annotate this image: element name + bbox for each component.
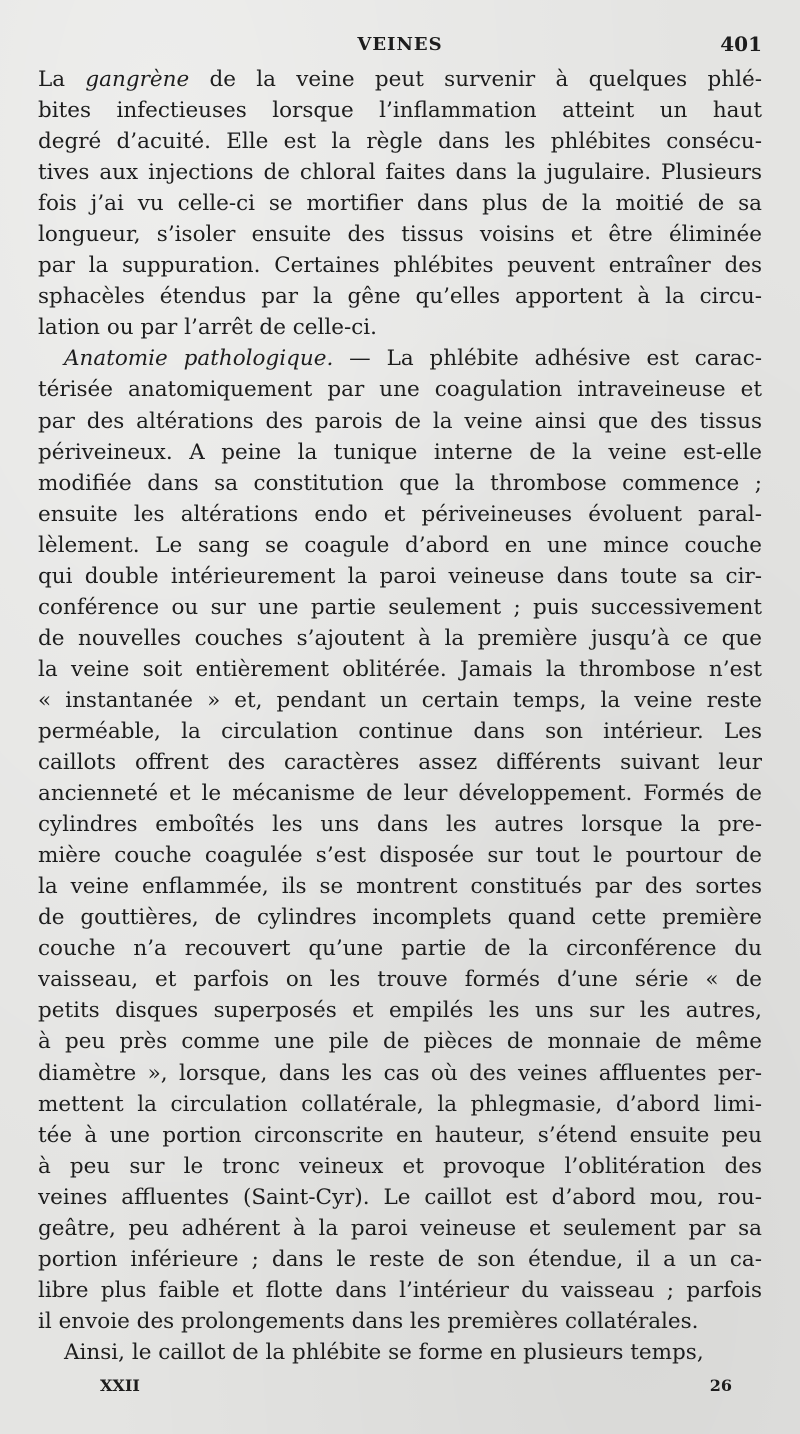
text-line [38,1026,762,1057]
text-run: perméable, la circulation continue dans son intérieur. Les [38,718,762,744]
text-run: couche n’a recouvert qu’une partie de la circonférence du [38,936,762,962]
text-line [38,1058,762,1089]
text-run: qui double intérieurement la paroi veineuse dans toute sa cir- [38,563,762,589]
text-run: il envoie des prolongements dans les premières collatérales. [38,1308,699,1334]
text-line [38,1151,762,1182]
text-line [38,1244,762,1275]
text-run: lèlement. Le sang se coagule d’abord en une mince couche [38,532,762,558]
text-run: par la suppuration. Certaines phlébites peuvent entraîner des [38,253,762,279]
text-run: longueur, s’isoler ensuite des tissus voisins et être éliminée [38,222,762,248]
text-run: conférence ou sur une partie seulement ; puis successivement [38,594,762,620]
text-line [38,778,762,809]
text-line [38,188,762,219]
text-line [38,64,762,95]
text-run: cylindres emboîtés les uns dans les autres lorsque la pre- [38,812,762,838]
text-run: ancienneté et le mécanisme de leur développement. Formés de [38,781,762,807]
page-number: 401 [720,32,762,56]
text-line [38,1275,762,1306]
text-run: la veine soit entièrement oblitérée. Jamais la thrombose n’est [38,656,762,682]
text-run: périveineux. A peine la tunique interne de la veine est-elle [38,439,762,465]
text-run: diamètre », lorsque, dans les cas où des veines affluentes per- [38,1060,762,1086]
text-line [38,1089,762,1120]
paragraph [38,64,762,343]
text-run: la veine enflammée, ils se montrent constitués par des sortes [38,874,762,900]
text-run: tives aux injections de chloral faites dans la jugulaire. Plusieurs [38,160,762,186]
text-run: petits disques superposés et empilés les uns sur les autres, [38,998,762,1024]
body-text [38,64,762,1368]
paragraph [38,1337,762,1368]
text-run: de nouvelles couches s’ajoutent à la première jusqu’à ce que [38,625,762,651]
text-run: Ainsi, le caillot de la phlébite se forme en plusieurs temps, [64,1339,704,1365]
text-run: veines affluentes (Saint-Cyr). Le caillot est d’abord mou, rou- [38,1184,762,1210]
text-run: sphacèles étendus par la gêne qu’elles apportent à la circu- [38,284,762,310]
text-run: à peu près comme une pile de pièces de monnaie de même [38,1029,762,1055]
page-footer [38,1376,762,1400]
text-run: bites infectieuses lorsque l’inflammation atteint un haut [38,98,762,124]
text-run: degré d’acuité. Elle est la règle dans les phlébites consécu- [38,129,762,155]
text-line [38,716,762,747]
text-run: térisée anatomiquement par une coagulation intraveineuse et [38,377,762,403]
text-line [38,250,762,281]
text-run: geâtre, peu adhérent à la paroi veineuse et seulement par sa [38,1215,762,1241]
text-run: de gouttières, de cylindres incomplets quand cette première [38,905,762,931]
text-line [38,592,762,623]
text-line [38,871,762,902]
text-line [38,933,762,964]
text-run: à peu sur le tronc veineux et provoque l’oblitération des [38,1153,762,1179]
text-line [38,126,762,157]
text-line [38,499,762,530]
text-line [38,312,762,343]
italic-text: gangrène [85,67,190,92]
text-run: La [38,67,86,92]
text-run: portion inférieure ; dans le reste de son étendue, il a un ca- [38,1246,762,1272]
text-run: fois j’ai vu celle-ci se mortifier dans plus de la moitié de sa [38,191,762,217]
text-line [38,281,762,312]
text-line [38,530,762,561]
text-line [38,995,762,1026]
text-line [38,343,762,374]
text-run: tée à une portion circonscrite en hauteur, s’étend ensuite peu [38,1122,762,1148]
text-line [38,437,762,468]
running-title: VEINES [357,34,443,55]
text-line [38,902,762,933]
text-line [38,964,762,995]
text-line [38,219,762,250]
text-line [38,406,762,437]
text-line [38,95,762,126]
text-run: de la veine peut survenir à quelques phlé- [189,67,762,92]
text-line [38,468,762,499]
text-line [38,654,762,685]
signature-mark-left: XXII [100,1376,140,1395]
text-line [38,623,762,654]
text-line [38,1120,762,1151]
signature-mark-right: 26 [709,1376,732,1395]
text-line [38,1337,762,1368]
text-line [38,157,762,188]
text-run: vaisseau, et parfois on les trouve formés d’une série « de [38,967,762,993]
text-line [38,685,762,716]
text-run: modifiée dans sa constitution que la thrombose commence ; [38,470,762,496]
text-run: — La phlébite adhésive est carac- [333,346,762,372]
text-line [38,1306,762,1337]
italic-text: Anatomie pathologique. [64,346,334,372]
text-line [38,1182,762,1213]
text-run: lation ou par l’arrêt de celle-ci. [38,315,378,341]
text-run: par des altérations des parois de la veine ainsi que des tissus [38,408,762,434]
text-line [38,809,762,840]
text-line [38,1213,762,1244]
paragraph [38,343,762,1337]
page-header [38,30,762,64]
text-run: libre plus faible et flotte dans l’intérieur du vaisseau ; parfois [38,1277,762,1303]
text-run: mière couche coagulée s’est disposée sur tout le pourtour de [38,843,762,869]
text-run: caillots offrent des caractères assez différents suivant leur [38,750,762,776]
text-run: mettent la circulation collatérale, la phlegmasie, d’abord limi- [38,1091,762,1117]
text-line [38,840,762,871]
text-run: « instantanée » et, pendant un certain temps, la veine reste [38,687,762,713]
text-line [38,747,762,778]
text-run: ensuite les altérations endo et périveineuses évoluent paral- [38,501,762,527]
text-line [38,561,762,592]
text-line [38,374,762,405]
